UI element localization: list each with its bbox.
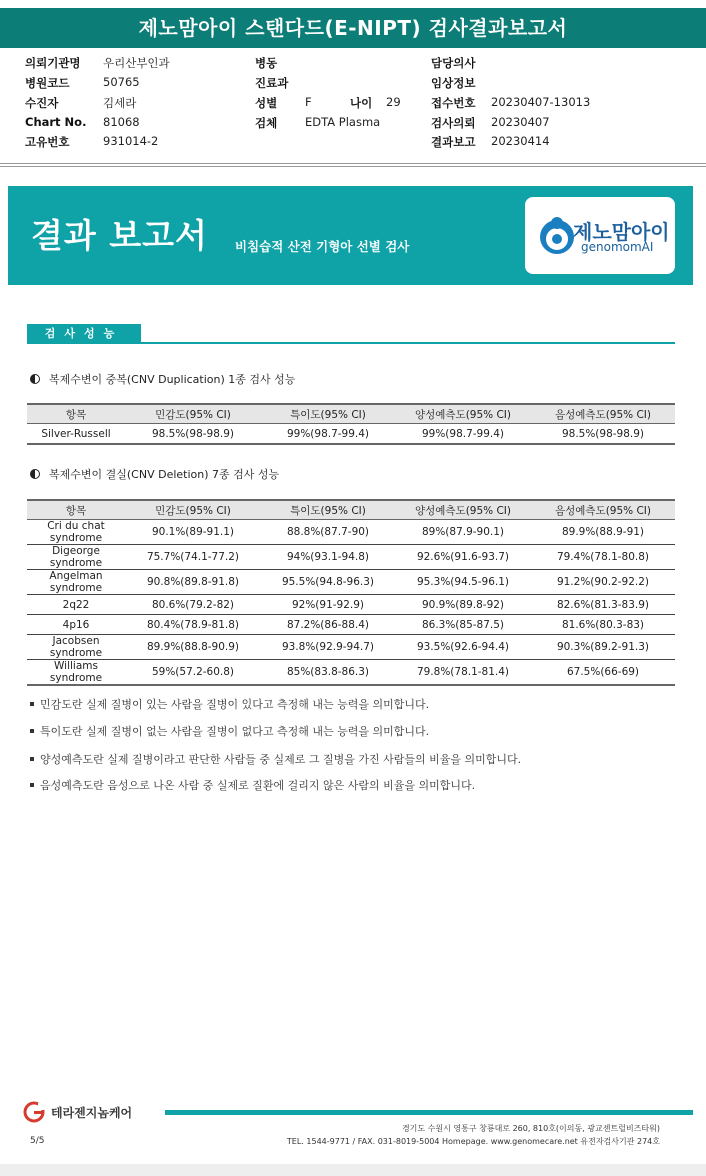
table-header-row — [27, 500, 675, 520]
header-sensitivity: 민감도(95% CI) — [125, 500, 261, 520]
result-banner — [8, 186, 693, 285]
bullet-icon — [30, 783, 34, 787]
label-hospital-code: 병원코드 — [25, 76, 70, 90]
cell-item: Jacobsen syndrome — [27, 635, 125, 660]
list-item — [30, 777, 475, 793]
table-row — [27, 615, 675, 635]
header-npv: 음성예측도(95% CI) — [531, 404, 675, 424]
cell-ppv: 86.3%(85-87.5) — [395, 615, 531, 635]
cell-ppv: 89%(87.9-90.1) — [395, 520, 531, 545]
header-specificity: 특이도(95% CI) — [261, 404, 395, 424]
table-row — [27, 520, 675, 545]
cell-ppv: 99%(98.7-99.4) — [395, 424, 531, 445]
duplication-heading-text: 복제수변이 중복(CNV Duplication) 1종 검사 성능 — [49, 373, 296, 386]
genomomai-logo — [525, 197, 675, 274]
cell-item: Digeorge syndrome — [27, 545, 125, 570]
value-age: 29 — [386, 95, 401, 109]
value-report-date: 20230414 — [491, 134, 550, 148]
cell-specificity: 87.2%(86-88.4) — [261, 615, 395, 635]
cell-item: Angelman syndrome — [27, 570, 125, 595]
cell-ppv: 92.6%(91.6-93.7) — [395, 545, 531, 570]
report-title-bar — [0, 8, 706, 48]
cell-specificity: 94%(93.1-94.8) — [261, 545, 395, 570]
list-item — [30, 751, 521, 767]
table-row — [27, 570, 675, 595]
value-hospital-code: 50765 — [103, 75, 140, 89]
section-underline — [27, 342, 675, 344]
cell-sensitivity: 90.8%(89.8-91.8) — [125, 570, 261, 595]
cell-specificity: 95.5%(94.8-96.3) — [261, 570, 395, 595]
cell-ppv: 90.9%(89.8-92) — [395, 595, 531, 615]
label-unique-id: 고유번호 — [25, 135, 70, 149]
report-title: 제노맘아이 스탠다드(E-NIPT) 검사결과보고서 — [138, 16, 568, 40]
banner-subtitle: 비침습적 산전 기형아 선별 검사 — [235, 239, 410, 254]
value-request-date: 20230407 — [491, 115, 550, 129]
section-title: 검사성능 — [27, 324, 141, 343]
header-ppv: 양성예측도(95% CI) — [395, 404, 531, 424]
table-row — [27, 595, 675, 615]
cell-specificity: 88.8%(87.7-90) — [261, 520, 395, 545]
label-request-date: 검사의뢰 — [431, 116, 476, 130]
label-patient: 수진자 — [25, 96, 59, 110]
duplication-table — [27, 403, 675, 445]
bullet-icon — [30, 757, 34, 761]
table-row — [27, 660, 675, 686]
page-number: 5/5 — [30, 1136, 45, 1146]
table-row — [27, 424, 675, 445]
cell-item: 4p16 — [27, 615, 125, 635]
header-item: 항목 — [27, 500, 125, 520]
cell-sensitivity: 59%(57.2-60.8) — [125, 660, 261, 686]
label-department: 진료과 — [255, 76, 289, 90]
logo-name: 제노맘아이 — [573, 220, 670, 244]
bullet-icon — [30, 702, 34, 706]
deletion-heading — [30, 466, 279, 482]
list-item — [30, 723, 429, 739]
cell-sensitivity: 98.5%(98-98.9) — [125, 424, 261, 445]
deletion-heading-text: 복제수변이 결실(CNV Deletion) 7종 검사 성능 — [49, 468, 280, 481]
cell-specificity: 93.8%(92.9-94.7) — [261, 635, 395, 660]
duplication-heading — [30, 371, 295, 387]
cell-item: Williams syndrome — [27, 660, 125, 686]
footer-contact: TEL. 1544-9771 / FAX. 031-8019-5004 Homepage. www.genomecare.net 유전자검사기관 274호 — [286, 1137, 660, 1146]
table-row — [27, 635, 675, 660]
value-unique-id: 931014-2 — [103, 134, 159, 148]
label-clinical-info: 임상정보 — [431, 76, 476, 90]
header-specificity: 특이도(95% CI) — [261, 500, 395, 520]
cell-sensitivity: 80.4%(78.9-81.8) — [125, 615, 261, 635]
cell-npv: 91.2%(90.2-92.2) — [531, 570, 675, 595]
cell-npv: 90.3%(89.2-91.3) — [531, 635, 675, 660]
cell-item: Cri du chat syndrome — [27, 520, 125, 545]
cell-sensitivity: 75.7%(74.1-77.2) — [125, 545, 261, 570]
header-sensitivity: 민감도(95% CI) — [125, 404, 261, 424]
cell-specificity: 99%(98.7-99.4) — [261, 424, 395, 445]
bullet-icon — [30, 729, 34, 733]
cell-ppv: 95.3%(94.5-96.1) — [395, 570, 531, 595]
value-specimen: EDTA Plasma — [305, 115, 381, 129]
cell-sensitivity: 89.9%(88.8-90.9) — [125, 635, 261, 660]
header-item: 항목 — [27, 404, 125, 424]
cell-npv: 82.6%(81.3-83.9) — [531, 595, 675, 615]
label-doctor: 담당의사 — [431, 56, 476, 70]
label-chart-no: Chart No. — [25, 115, 87, 129]
value-sex: F — [305, 95, 312, 109]
note-text: 음성예측도란 음성으로 나온 사람 중 실제로 질환에 걸리지 않은 사람의 비율을 의미합니다. — [40, 779, 476, 792]
header-npv: 음성예측도(95% CI) — [531, 500, 675, 520]
label-ward: 병동 — [255, 56, 278, 70]
footer-bar — [165, 1110, 693, 1115]
table-row — [27, 545, 675, 570]
banner-title: 결과 보고서 — [31, 216, 208, 255]
table-header-row — [27, 404, 675, 424]
cell-specificity: 85%(83.8-86.3) — [261, 660, 395, 686]
value-chart-no: 81068 — [103, 115, 140, 129]
page-bottom-strip — [0, 1164, 706, 1176]
label-report-date: 결과보고 — [431, 135, 476, 149]
terragen-logo — [23, 1101, 163, 1123]
cell-ppv: 79.8%(78.1-81.4) — [395, 660, 531, 686]
cell-npv: 67.5%(66-69) — [531, 660, 675, 686]
footer-address: 경기도 수원시 영통구 창룡대로 260, 810호(이의동, 광교센트럴비즈타워) — [401, 1124, 660, 1133]
cell-npv: 98.5%(98-98.9) — [531, 424, 675, 445]
half-circle-icon — [30, 374, 40, 384]
cell-item: 2q22 — [27, 595, 125, 615]
note-text: 특이도란 실제 질병이 없는 사람을 질병이 없다고 측정해 내는 능력을 의미합니다. — [40, 725, 430, 738]
note-text: 양성예측도란 실제 질병이라고 판단한 사람들 중 실제로 그 질병을 가진 사람들의 비율을 의미합니다. — [40, 753, 522, 766]
label-age: 나이 — [350, 96, 373, 110]
cell-item: Silver-Russell — [27, 424, 125, 445]
label-institution: 의뢰기관명 — [25, 56, 81, 70]
patient-info — [0, 55, 706, 155]
value-institution: 우리산부인과 — [103, 56, 170, 70]
cell-sensitivity: 90.1%(89-91.1) — [125, 520, 261, 545]
cell-npv: 81.6%(80.3-83) — [531, 615, 675, 635]
note-text: 민감도란 실제 질병이 있는 사람을 질병이 있다고 측정해 내는 능력을 의미합니다. — [40, 698, 430, 711]
divider — [0, 163, 706, 164]
divider — [0, 166, 706, 167]
cell-npv: 89.9%(88.9-91) — [531, 520, 675, 545]
value-accession: 20230407-13013 — [491, 95, 591, 109]
g-logo-icon — [23, 1101, 45, 1123]
half-circle-icon — [30, 469, 40, 479]
cell-specificity: 92%(91-92.9) — [261, 595, 395, 615]
label-accession: 접수번호 — [431, 96, 476, 110]
header-ppv: 양성예측도(95% CI) — [395, 500, 531, 520]
cell-sensitivity: 80.6%(79.2-82) — [125, 595, 261, 615]
label-specimen: 검체 — [255, 116, 278, 130]
deletion-table — [27, 499, 675, 686]
cell-ppv: 93.5%(92.6-94.4) — [395, 635, 531, 660]
company-name: 테라젠지놈케어 — [51, 1106, 133, 1120]
label-sex: 성별 — [255, 96, 278, 110]
cell-npv: 79.4%(78.1-80.8) — [531, 545, 675, 570]
value-patient: 김세라 — [103, 96, 137, 110]
list-item — [30, 696, 429, 712]
logo-sub: genomomAI — [581, 240, 654, 254]
